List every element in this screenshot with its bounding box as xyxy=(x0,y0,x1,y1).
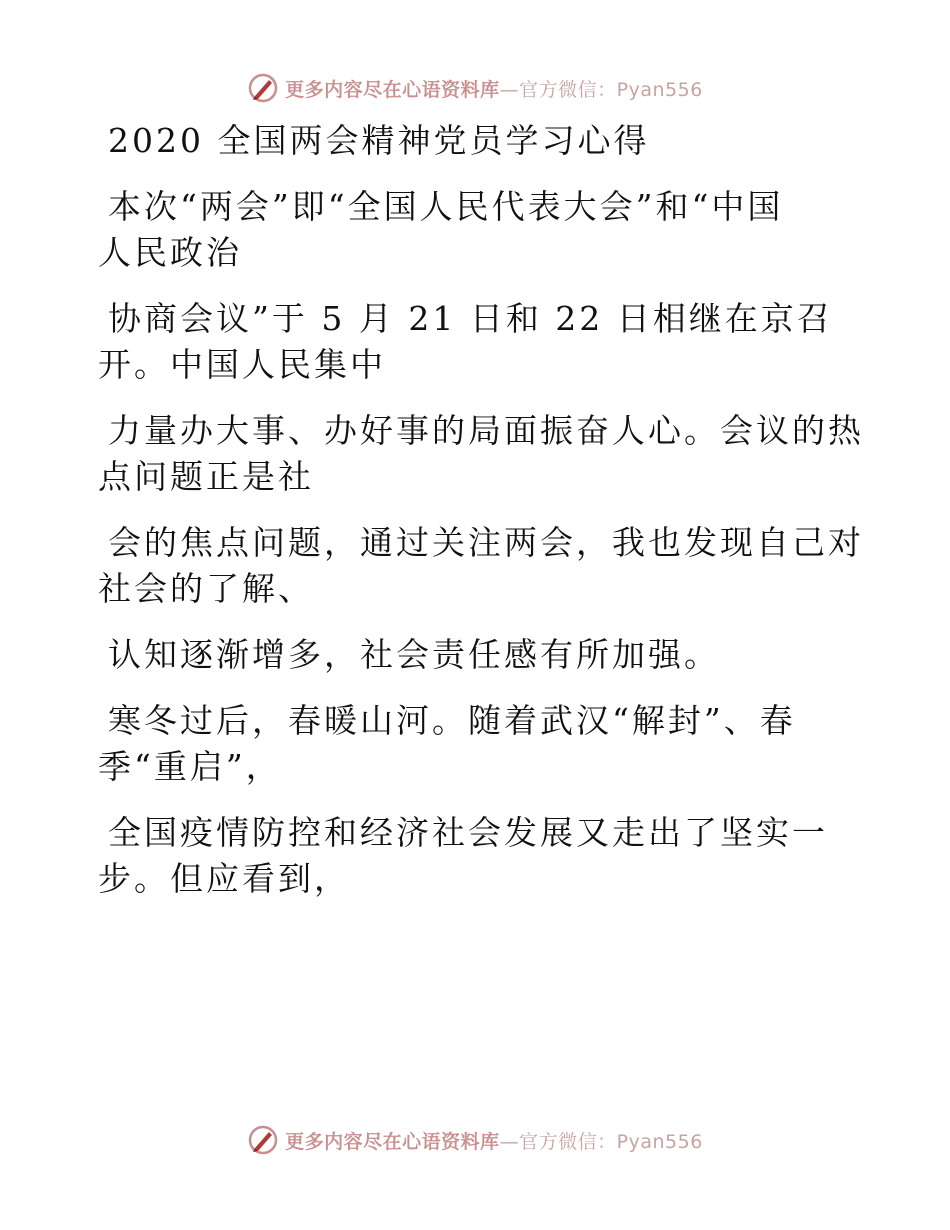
paragraph xyxy=(98,698,838,790)
paragraph xyxy=(98,184,838,276)
watermark-text: 更多内容尽在心语资料库—官方微信：Pyan556 xyxy=(285,78,703,101)
watermark-text: 更多内容尽在心语资料库—官方微信：Pyan556 xyxy=(285,1130,703,1153)
paragraph-line: 步。但应看到， xyxy=(98,859,350,898)
paragraph-line: 点问题正是社 xyxy=(98,457,314,496)
paragraph-line: 社会的了解、 xyxy=(98,569,314,608)
paragraph-line: 力量办大事、办好事的局面振奋人心。会议的热 xyxy=(108,411,864,450)
paragraph-line: 认知逐渐增多，社会责任感有所加强。 xyxy=(108,635,720,674)
footer-watermark xyxy=(0,1124,950,1156)
paragraph-line: 开。中国人民集中 xyxy=(98,345,386,384)
pen-logo-icon xyxy=(247,1124,279,1156)
paragraph-line: 季“重启”， xyxy=(98,747,282,786)
paragraph-line: 本次“两会”即“全国人民代表大会”和“中国 xyxy=(108,187,784,226)
pen-logo-icon xyxy=(247,72,279,104)
paragraph-line: 全国疫情防控和经济社会发展又走出了坚实一 xyxy=(108,813,828,852)
paragraph-line: 人民政治 xyxy=(98,233,242,272)
paragraph-line: 会的焦点问题，通过关注两会，我也发现自己对 xyxy=(108,523,864,562)
header-watermark xyxy=(0,72,950,104)
paragraph xyxy=(98,296,838,388)
paragraph-line: 寒冬过后，春暖山河。随着武汉“解封”、春 xyxy=(108,701,796,740)
paragraph xyxy=(98,632,838,678)
document-title: 2020 全国两会精神党员学习心得 xyxy=(108,121,650,160)
paragraph xyxy=(98,810,838,902)
paragraph xyxy=(98,408,864,500)
paragraph-line: 协商会议”于 5 月 21 日和 22 日相继在京召 xyxy=(108,299,833,338)
document-body xyxy=(98,118,864,922)
paragraph xyxy=(98,520,864,612)
